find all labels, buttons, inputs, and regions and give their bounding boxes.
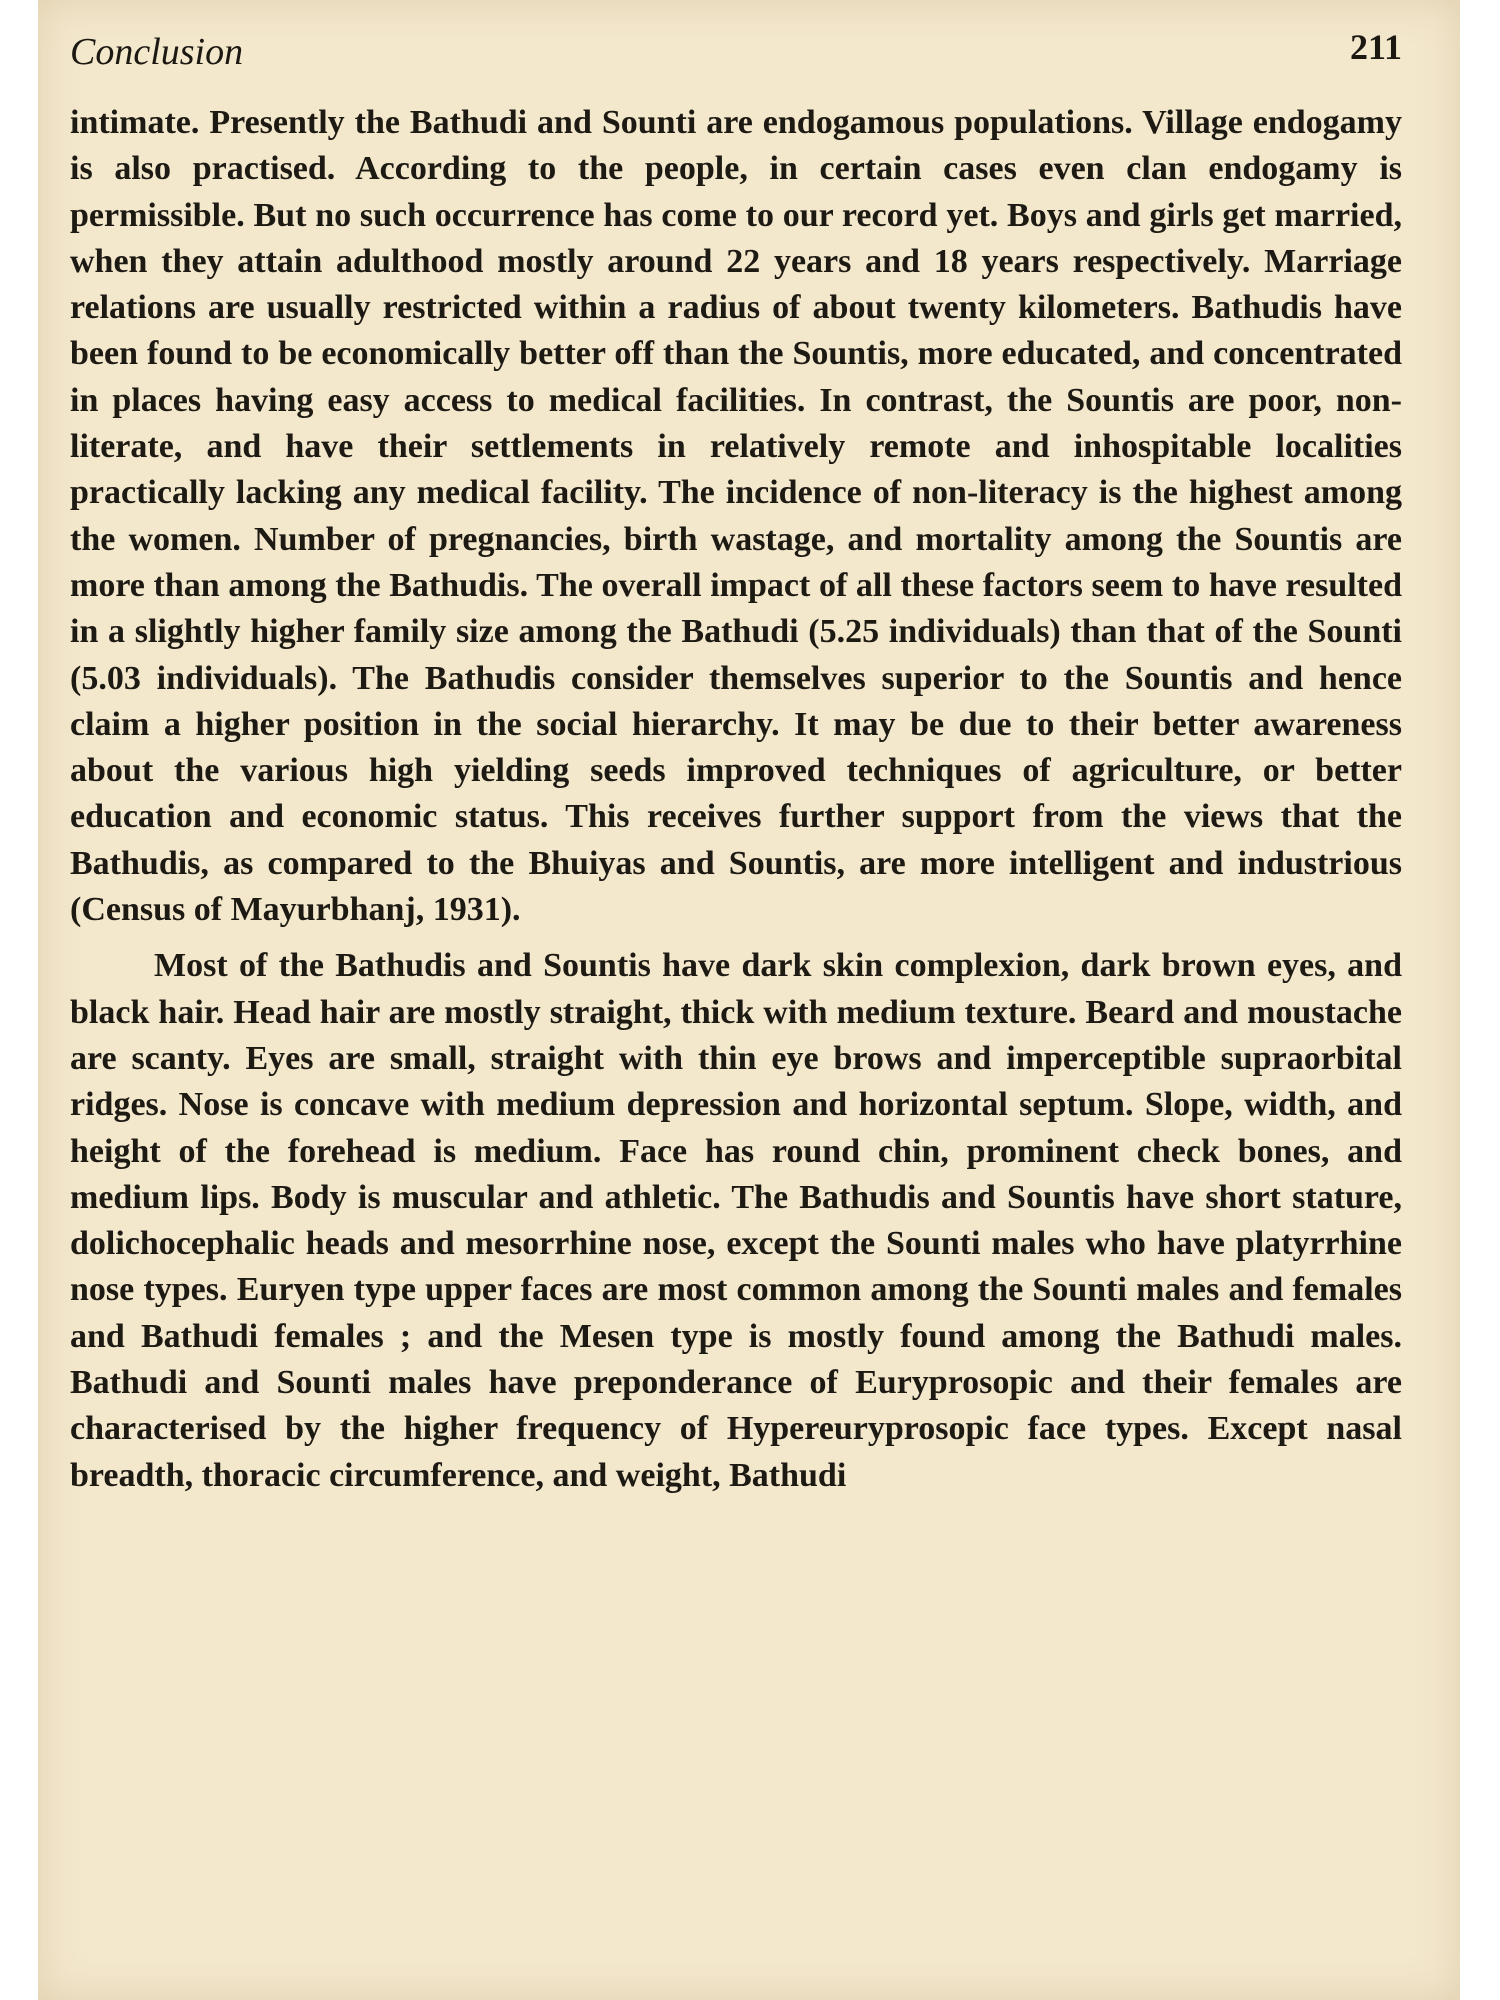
paragraph-1: intimate. Presently the Bathudi and Sounti are endogamous populations. Village endogamy is also practised. According to the people, in certain cases even clan endogamy is permissible. But no such occurrence has come to our record yet. Boys and girls get married, when they attain adulthood mostly around 22 years and 18 years respectively. Marriage relations are usually restricted within a radius of about twenty kilometers. Bathudis have been found to be economically better off than the Sountis, more educated, and concentrated in places having easy access to medical facilities. In contrast, the Sountis are poor, non-literate, and have their settlements in relatively remote and inhospitable localities practically lacking any medical facility. The incidence of non-literacy is the highest among the women. Number of pregnancies, birth wastage, and mortality among the Sountis are more than among the Bathudis. The overall impact of all these factors seem to have resulted in a slightly higher family size among the Bathudi (5.25 individuals) than that of the Sounti (5.03 individuals). The Bathudis consider themselves superior to the Sountis and hence claim a higher position in the social hierarchy. It may be due to their better awareness about the various high yielding seeds improved techniques of agriculture, or better education and economic status. This receives further support from the views that the Bathudis, as compared to the Bhuiyas and Sountis, are more intelligent and industrious (Census of Mayurbhanj, 1931). [70, 104, 1402, 929]
page-header [70, 20, 1402, 80]
running-head: Conclusion [70, 31, 244, 73]
book-page [38, 0, 1460, 2000]
body-text [70, 100, 1402, 1499]
paragraph-2: Most of the Bathudis and Sountis have dark skin complexion, dark brown eyes, and black hair. Head hair are mostly straight, thick with medium texture. Beard and moustache are scanty. Eyes are small, straight with thin eye brows and imperceptible supraorbital ridges. Nose is concave with medium depression and horizontal septum. Slope, width, and height of the forehead is medium. Face has round chin, prominent check bones, and medium lips. Body is muscular and athletic. The Bathudis and Sountis have short stature, dolichocephalic heads and mesorrhine nose, except the Sounti males who have platyrrhine nose types. Euryen type upper faces are most common among the Sounti males and females and Bathudi females ; and the Mesen type is mostly found among the Bathudi males. Bathudi and Sounti males have preponderance of Euryprosopic and their females are characterised by the higher frequency of Hypereuryprosopic face types. Except nasal breadth, thoracic circumference, and weight, Bathudi [70, 947, 1402, 1494]
page-number: 211 [1349, 27, 1402, 67]
